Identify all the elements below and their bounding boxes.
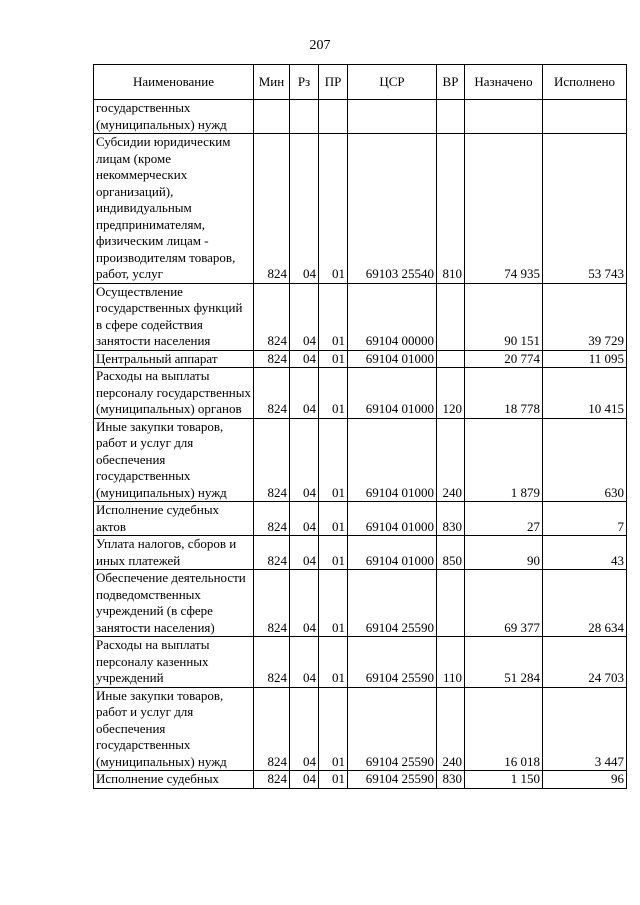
cell-rz: 04 (290, 283, 319, 350)
cell-executed: 11 095 (543, 350, 627, 368)
cell-csr: 69104 01000 (348, 536, 437, 570)
table-row (94, 570, 627, 637)
cell-executed: 7 (543, 502, 627, 536)
cell-executed: 630 (543, 418, 627, 502)
cell-csr: 69103 25540 (348, 134, 437, 284)
cell-name: Расходы на выплаты персоналу казенных учреждений (94, 637, 254, 688)
cell-planned: 18 778 (465, 368, 543, 419)
cell-name: Уплата налогов, сборов и иных платежей (94, 536, 254, 570)
cell-planned: 74 935 (465, 134, 543, 284)
cell-rz: 04 (290, 687, 319, 771)
cell-name: Субсидии юридическим лицам (кроме некоммерческих организаций), индивидуальным предпринимателям, физическим лицам - производителям товаров, работ, услуг (94, 134, 254, 284)
table-row (94, 687, 627, 771)
cell-pr: 01 (319, 502, 348, 536)
cell-planned: 90 (465, 536, 543, 570)
cell-vr (437, 283, 465, 350)
cell-executed: 96 (543, 771, 627, 789)
cell-name: государственных (муниципальных) нужд (94, 100, 254, 134)
cell-name: Исполнение судебных (94, 771, 254, 789)
cell-name: Центральный аппарат (94, 350, 254, 368)
cell-csr: 69104 25590 (348, 771, 437, 789)
cell-min: 824 (254, 536, 290, 570)
cell-planned: 69 377 (465, 570, 543, 637)
cell-pr: 01 (319, 637, 348, 688)
table-row (94, 418, 627, 502)
cell-pr: 01 (319, 536, 348, 570)
cell-pr: 01 (319, 283, 348, 350)
cell-pr: 01 (319, 570, 348, 637)
cell-rz: 04 (290, 368, 319, 419)
cell-csr (348, 100, 437, 134)
cell-planned (465, 100, 543, 134)
cell-vr: 830 (437, 771, 465, 789)
table-row (94, 771, 627, 789)
cell-planned: 27 (465, 502, 543, 536)
cell-vr: 850 (437, 536, 465, 570)
cell-vr (437, 350, 465, 368)
budget-table (93, 64, 627, 789)
cell-pr: 01 (319, 368, 348, 419)
cell-csr: 69104 25590 (348, 687, 437, 771)
header-csr: ЦСР (348, 65, 437, 100)
cell-vr: 110 (437, 637, 465, 688)
cell-name: Исполнение судебных актов (94, 502, 254, 536)
cell-executed: 39 729 (543, 283, 627, 350)
header-planned: Назначено (465, 65, 543, 100)
cell-min: 824 (254, 350, 290, 368)
cell-executed: 24 703 (543, 637, 627, 688)
cell-vr: 810 (437, 134, 465, 284)
header-min: Мин (254, 65, 290, 100)
page-number: 207 (309, 38, 331, 53)
header-executed: Исполнено (543, 65, 627, 100)
cell-min: 824 (254, 502, 290, 536)
cell-rz: 04 (290, 771, 319, 789)
table-row (94, 134, 627, 284)
cell-planned: 51 284 (465, 637, 543, 688)
cell-min: 824 (254, 771, 290, 789)
table-header-row (94, 65, 627, 100)
table-row (94, 502, 627, 536)
table-row (94, 536, 627, 570)
cell-name: Обеспечение деятельности подведомственных учреждений (в сфере занятости населения) (94, 570, 254, 637)
cell-csr: 69104 00000 (348, 283, 437, 350)
header-name: Наименование (94, 65, 254, 100)
cell-planned: 1 150 (465, 771, 543, 789)
cell-csr: 69104 01000 (348, 418, 437, 502)
cell-rz: 04 (290, 350, 319, 368)
cell-rz: 04 (290, 418, 319, 502)
cell-pr (319, 100, 348, 134)
cell-min: 824 (254, 570, 290, 637)
cell-planned: 20 774 (465, 350, 543, 368)
cell-executed: 3 447 (543, 687, 627, 771)
cell-name: Расходы на выплаты персоналу государственных (муниципальных) органов (94, 368, 254, 419)
cell-pr: 01 (319, 350, 348, 368)
table-row (94, 283, 627, 350)
table-row (94, 100, 627, 134)
cell-rz: 04 (290, 637, 319, 688)
cell-csr: 69104 25590 (348, 637, 437, 688)
cell-min: 824 (254, 134, 290, 284)
cell-vr: 830 (437, 502, 465, 536)
cell-min: 824 (254, 687, 290, 771)
header-rz: Рз (290, 65, 319, 100)
cell-vr (437, 100, 465, 134)
cell-csr: 69104 25590 (348, 570, 437, 637)
cell-min: 824 (254, 368, 290, 419)
table-row (94, 368, 627, 419)
cell-min (254, 100, 290, 134)
cell-min: 824 (254, 637, 290, 688)
table-row (94, 350, 627, 368)
cell-csr: 69104 01000 (348, 502, 437, 536)
cell-name: Иные закупки товаров, работ и услуг для обеспечения государственных (муниципальных) нужд (94, 418, 254, 502)
table-body (94, 100, 627, 789)
cell-pr: 01 (319, 418, 348, 502)
cell-planned: 16 018 (465, 687, 543, 771)
cell-pr: 01 (319, 771, 348, 789)
cell-name: Осуществление государственных функций в сфере содействия занятости населения (94, 283, 254, 350)
cell-min: 824 (254, 283, 290, 350)
cell-rz: 04 (290, 134, 319, 284)
cell-rz: 04 (290, 536, 319, 570)
cell-pr: 01 (319, 687, 348, 771)
cell-planned: 1 879 (465, 418, 543, 502)
table-row (94, 637, 627, 688)
cell-min: 824 (254, 418, 290, 502)
cell-vr: 120 (437, 368, 465, 419)
cell-csr: 69104 01000 (348, 350, 437, 368)
cell-vr: 240 (437, 418, 465, 502)
cell-executed: 43 (543, 536, 627, 570)
header-pr: ПР (319, 65, 348, 100)
cell-pr: 01 (319, 134, 348, 284)
cell-executed: 53 743 (543, 134, 627, 284)
cell-name: Иные закупки товаров, работ и услуг для обеспечения государственных (муниципальных) нужд (94, 687, 254, 771)
cell-rz: 04 (290, 570, 319, 637)
cell-executed: 10 415 (543, 368, 627, 419)
cell-rz (290, 100, 319, 134)
cell-executed: 28 634 (543, 570, 627, 637)
cell-vr: 240 (437, 687, 465, 771)
cell-rz: 04 (290, 502, 319, 536)
header-vr: ВР (437, 65, 465, 100)
cell-vr (437, 570, 465, 637)
cell-planned: 90 151 (465, 283, 543, 350)
cell-executed (543, 100, 627, 134)
cell-csr: 69104 01000 (348, 368, 437, 419)
